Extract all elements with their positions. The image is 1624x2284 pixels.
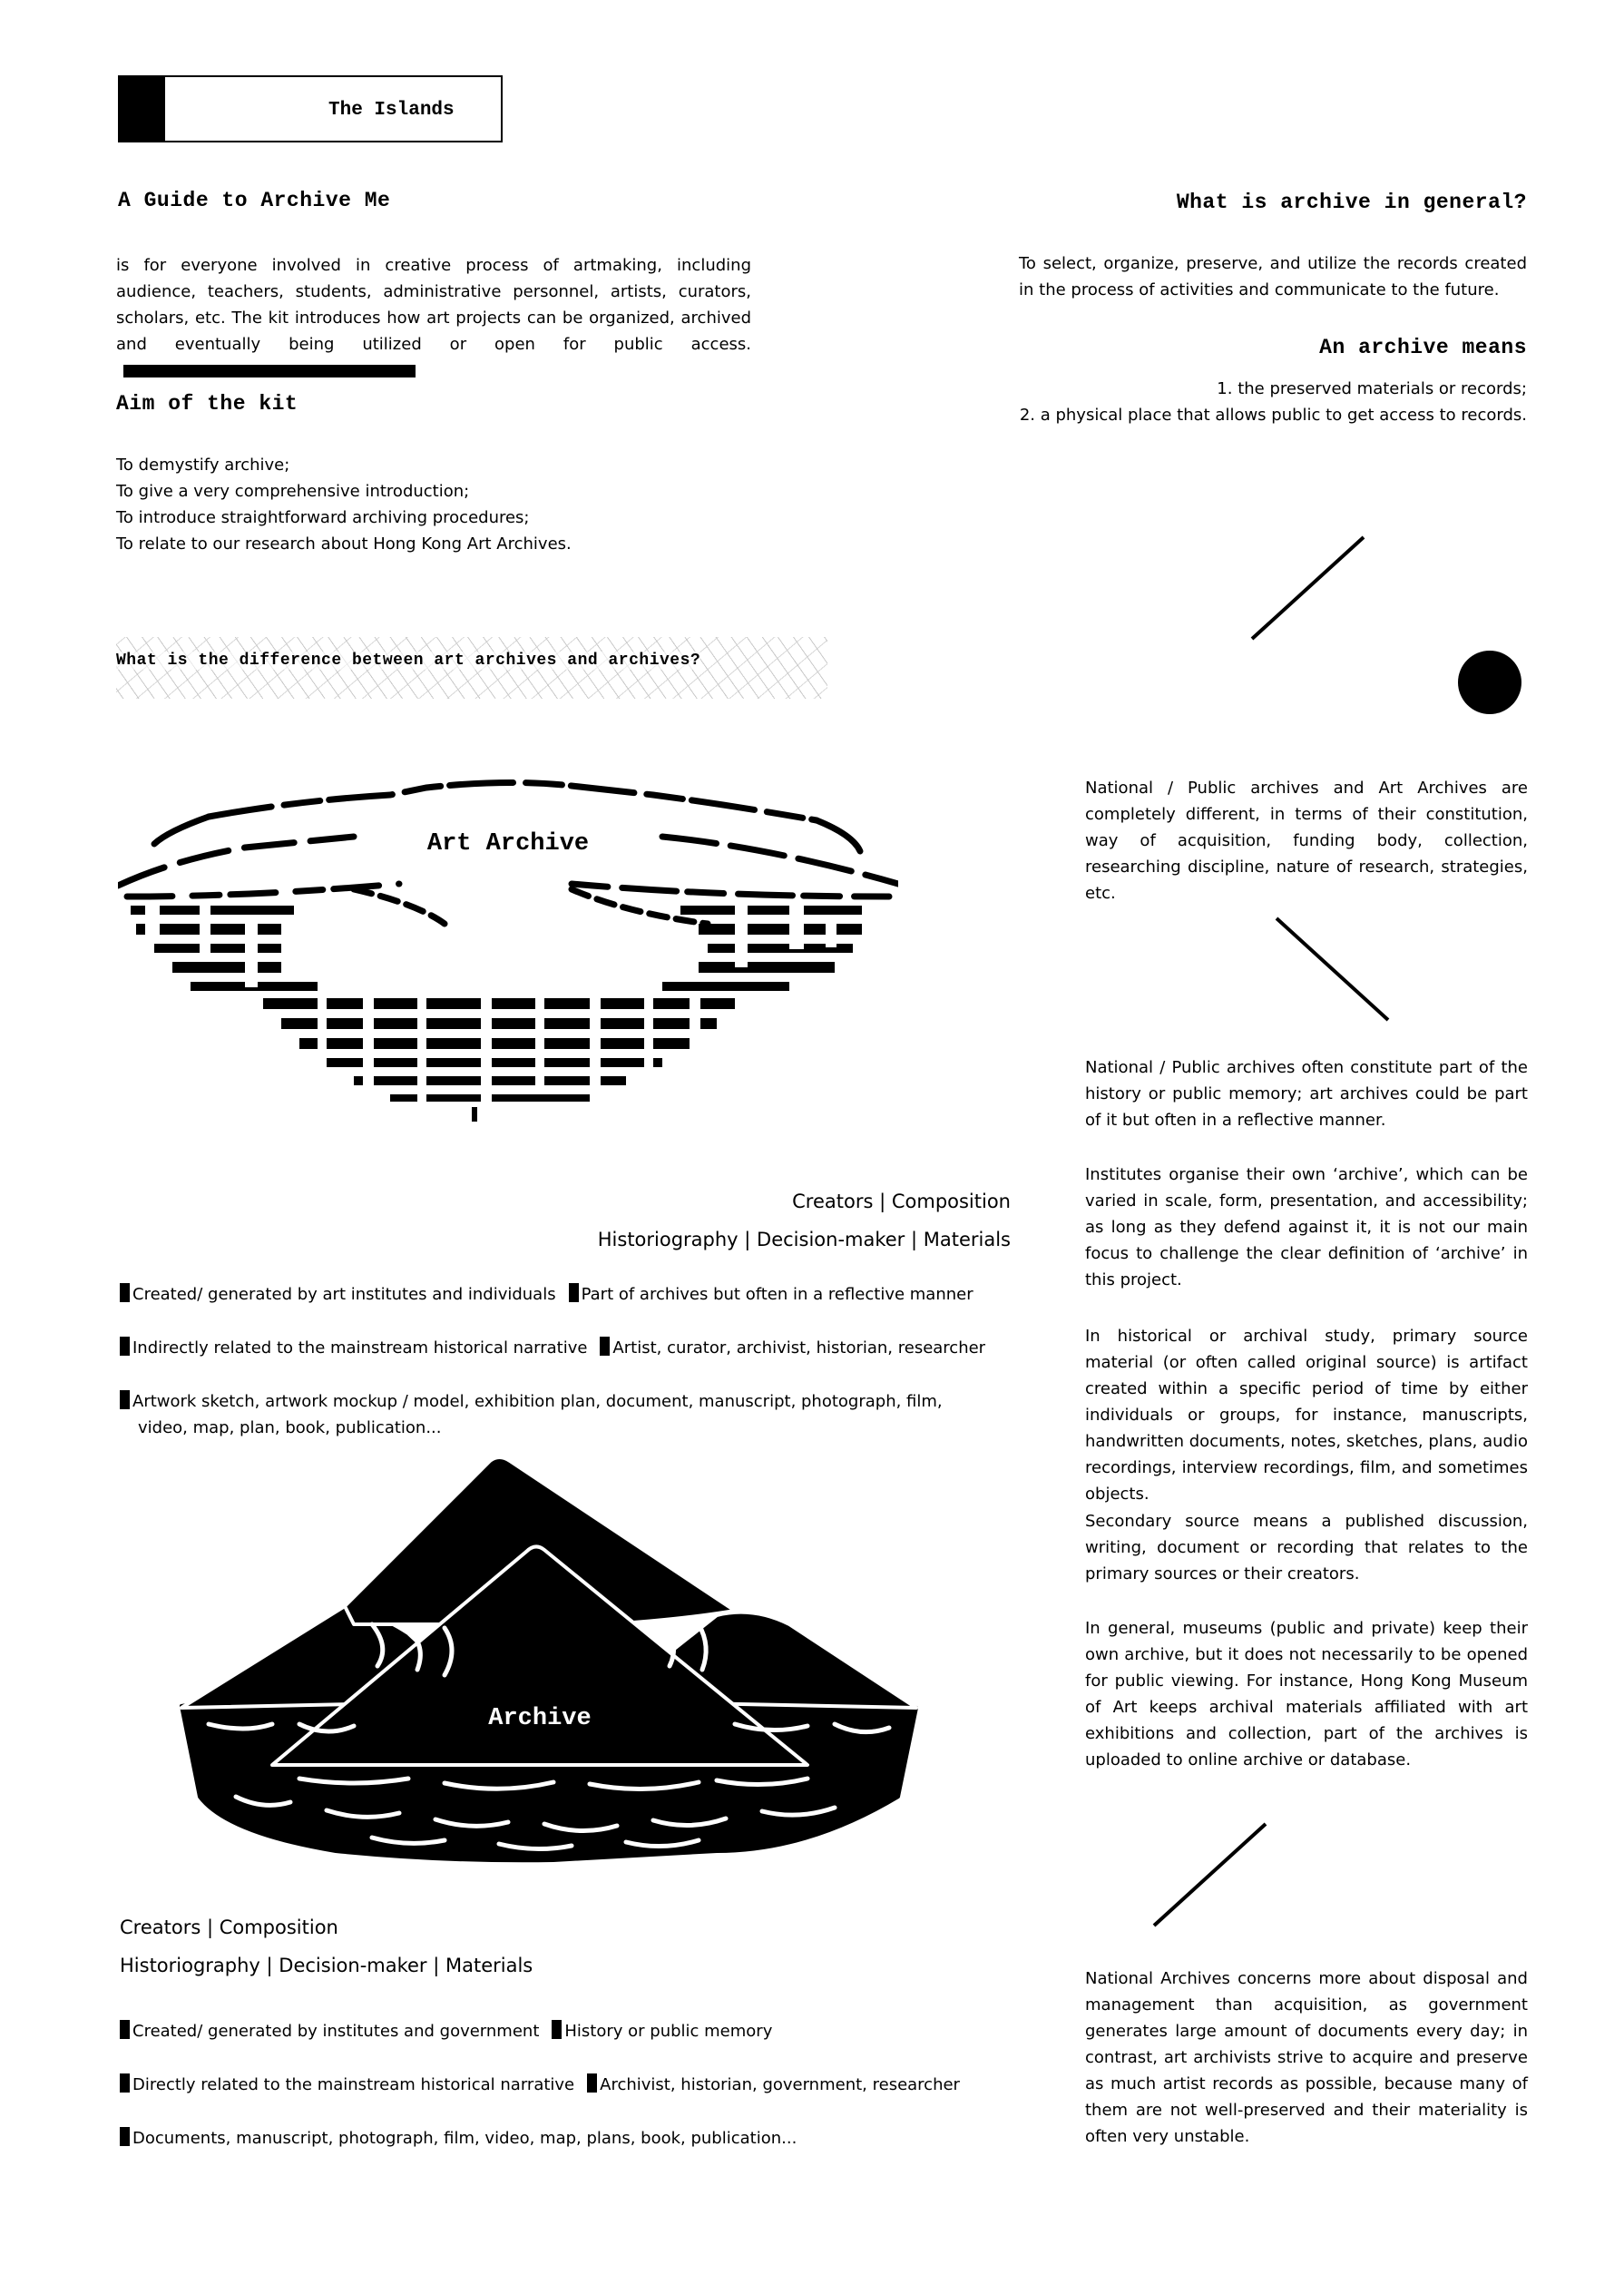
archive-meta-1: Creators | Composition (120, 1916, 338, 1938)
aim-item: To relate to our research about Hong Kong Art Archives. (116, 534, 572, 554)
bullet-square (587, 2073, 597, 2093)
means-item: 1. the preserved materials or records; (1217, 379, 1527, 398)
bullet-square (120, 1390, 130, 1409)
archive-meta-2: Historiography | Decision-maker | Materials (120, 1955, 533, 1976)
paragraph: In general, museums (public and private) keep their own archive, but it does not necessarily to be opened for public viewing. For instance, Hong Kong Museum of Art keeps archival materials affiliated with art exhibitions and collection, part of the archives is uploaded to online archive or database. (1085, 1619, 1528, 1769)
paragraph: Secondary source means a published discussion, writing, document or recording that relates to the primary sources or their creators. (1085, 1512, 1528, 1583)
bullet-square (120, 1337, 130, 1356)
archive-island (172, 1452, 925, 1869)
means-item: 2. a physical place that allows public to get access to records. (1019, 406, 1527, 425)
art-archive-meta-1: Creators | Composition (792, 1191, 1011, 1212)
aim-item: To demystify archive; (116, 456, 290, 475)
island-rock-texture (131, 906, 862, 1122)
aim-item: To give a very comprehensive introduction; (116, 482, 470, 501)
bullet-square (120, 1283, 130, 1302)
art-archive-island (118, 760, 898, 1123)
art-archive-row-2 (120, 1335, 985, 1361)
aim-title: Aim of the kit (116, 392, 298, 416)
art-archive-row-3 (120, 1388, 943, 1441)
bullet-square (569, 1283, 579, 1302)
bullet-square (120, 2127, 130, 2146)
list-item: Archivist, historian, government, researcher (600, 2075, 960, 2094)
archive-row-2 (120, 2072, 960, 2098)
list-item: Artist, curator, archivist, historian, researcher (612, 1338, 986, 1358)
diagonal-line (1154, 1824, 1266, 1926)
archive-label: Archive (488, 1705, 592, 1732)
art-archive-meta-2: Historiography | Decision-maker | Materials (597, 1229, 1011, 1250)
bullet-square (120, 2073, 130, 2093)
list-item: Created/ generated by institutes and government (132, 2022, 540, 2041)
diagonal-line (1252, 537, 1364, 639)
list-item: History or public memory (564, 2022, 773, 2041)
paragraph: National / Public archives often constitute part of the history or public memory; art archives could be part of it but often in a reflective manner. (1085, 1058, 1528, 1130)
bullet-square (600, 1337, 610, 1356)
paragraph: Institutes organise their own ‘archive’, which can be varied in scale, form, presentation, and accessibility; as long as they defend against it, it is not our main focus to challenge the clear definition of ‘archive’ in this project. (1085, 1165, 1528, 1289)
means-title: An archive means (1319, 336, 1527, 359)
guide-description-text: is for everyone involved in creative process of artmaking, including audience, teachers, students, administrative personnel, artists, curators, scholars, etc. The kit introduces how art projects can be organized, archived and eventually being utilized or open for public access. (116, 256, 751, 354)
black-dot (1458, 651, 1521, 714)
difference-question: What is the difference between art archives and archives? (116, 652, 701, 670)
list-item: Documents, manuscript, photograph, film, video, map, plans, book, publication... (132, 2129, 797, 2148)
list-item: Created/ generated by art institutes and individuals (132, 1285, 556, 1304)
list-item: Directly related to the mainstream historical narrative (132, 2075, 575, 2094)
paragraph: National Archives concerns more about disposal and management than acquisition, as government generates large amount of documents every day; in contrast, art archivists strive to acquire and preserve as much artist records as possible, because many of them are not well-preserved and their materiality is often very unstable. (1085, 1969, 1528, 2146)
aim-item: To introduce straightforward archiving procedures; (116, 508, 530, 527)
diagonal-line (1277, 918, 1388, 1020)
bullet-square (120, 2020, 130, 2039)
paragraph: In historical or archival study, primary source material (or often called original source) is artifact created within a specific period of time by either individuals or groups, for instance, manuscripts, handwritten documents, notes, sketches, plans, audio recordings, interview recordings, film, and sometimes objects. (1085, 1327, 1528, 1504)
art-archive-row-1 (120, 1281, 973, 1308)
list-item: video, map, plan, book, publication... (138, 1418, 442, 1437)
general-question: What is archive in general? (1176, 191, 1527, 214)
list-item: Part of archives but often in a reflective manner (581, 1285, 973, 1304)
bullet-square (552, 2020, 562, 2039)
archive-row-3 (120, 2125, 797, 2152)
art-archive-label: Art Archive (426, 830, 590, 858)
paragraph: National / Public archives and Art Archives are completely different, in terms of their constitution, way of acquisition, funding body, collection, researching discipline, nature of research, strategies, etc. (1085, 779, 1528, 903)
page-title: The Islands (328, 100, 455, 121)
mountain-group (181, 1457, 916, 1860)
guide-title: A Guide to Archive Me (118, 189, 391, 212)
archive-row-1 (120, 2018, 772, 2044)
list-item: Artwork sketch, artwork mockup / model, exhibition plan, document, manuscript, photograph, film, (132, 1392, 943, 1411)
list-item: Indirectly related to the mainstream historical narrative (132, 1338, 588, 1358)
general-answer: To select, organize, preserve, and utilize the records created in the process of activities and communicate to the future. (1019, 254, 1527, 299)
